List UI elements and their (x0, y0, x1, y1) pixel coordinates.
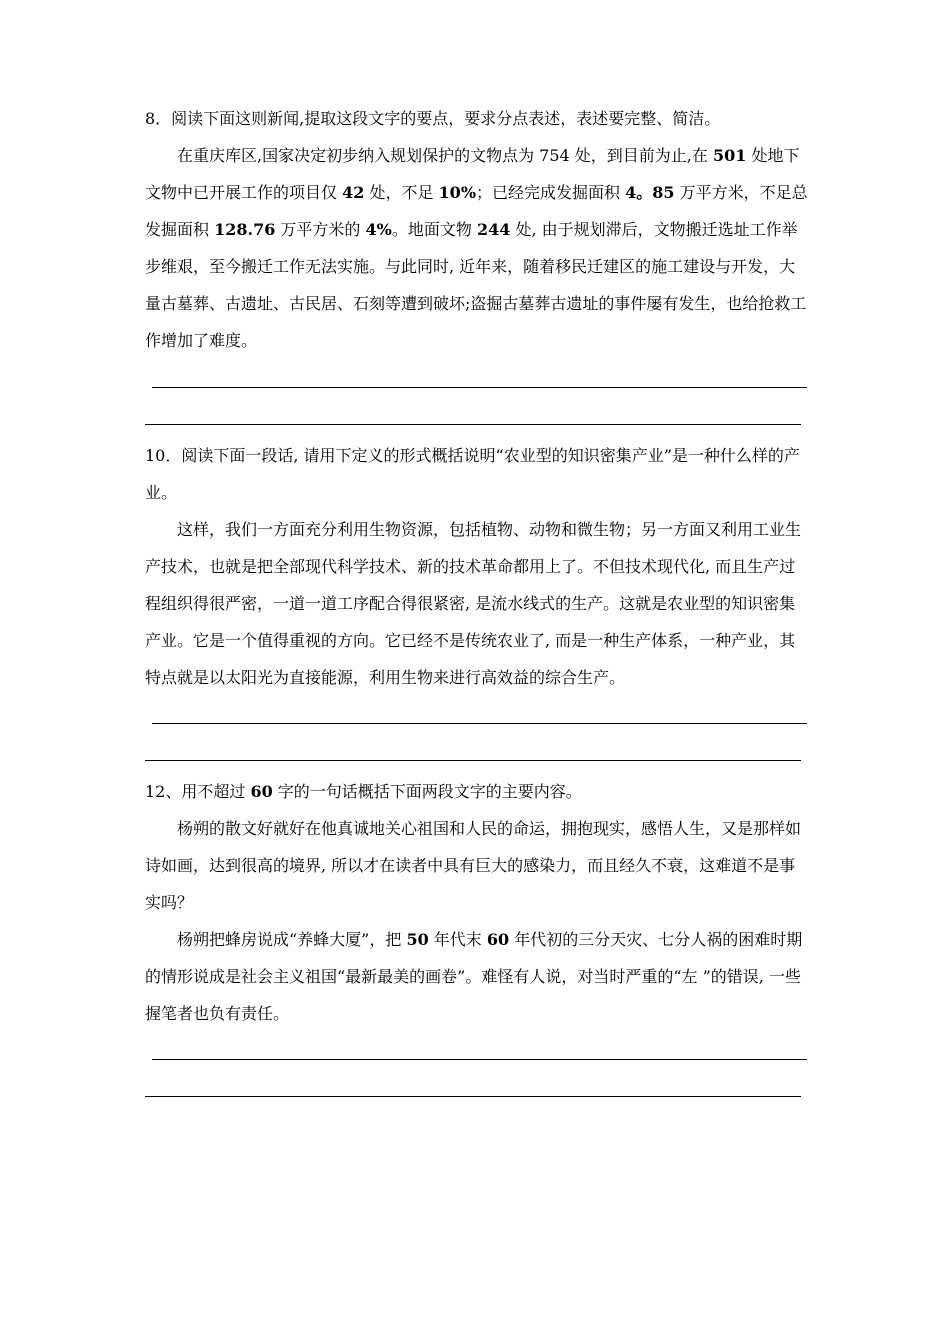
bold-text-run: 60 (250, 782, 273, 801)
text-run: 12、用不超过 (145, 782, 251, 801)
text-run: 处地下文物中已开展工作的项目仅 (145, 146, 800, 202)
text-run: 万平方米，不足总发掘面积 (145, 183, 808, 239)
bold-text-run: 42 (342, 183, 365, 202)
text-run: 处，不足 (364, 183, 439, 202)
answer-line-8a[interactable] (152, 387, 807, 388)
answer-line-12b[interactable] (145, 1096, 801, 1097)
question-8-title: 8．阅读下面这则新闻,提取这段文字的要点，要求分点表述，表述要完整、简洁。 (145, 109, 721, 128)
question-12-title (145, 773, 810, 810)
text-run: 处, 由于规划滞后，文物搬迁选址工作举步维艰，至今搬迁工作无法实施。与此同时, 近年来，随着移民迁建区的施工建设与开发，大量古墓葬、古遗址、古民居、石刻等遭到破坏;盗掘古墓葬古遗址的事件屡有发生，也给抢救工作增加了难度。 (145, 220, 807, 350)
text-run: 杨朔的散文好就好在他真诚地关心祖国和人民的命运，拥抱现实，感悟人生，又是那样如诗如画，达到很高的境界, 所以才在读者中具有巨大的感染力，而且经久不衰，这难道不是事实吗？ (145, 819, 802, 912)
answer-line-12a[interactable] (152, 1059, 807, 1060)
text-run: 年代初的三分天灾、七分人祸的困难时期的情形说成是社会主义祖国“最新最美的画卷”。难怪有人说，对当时严重的“左 ”的错误, 一些握笔者也负有责任。 (145, 930, 803, 1023)
text-run: 杨朔把蜂房说成“养蜂大厦”，把 (177, 930, 407, 949)
answer-line-10b[interactable] (145, 760, 801, 761)
text-run: 在重庆库区,国家决定初步纳入规划保护的文物点为 754 处，到目前为止,在 (177, 146, 713, 165)
bold-text-run: 4。85 (625, 183, 675, 202)
question-8-passage (145, 137, 810, 359)
question-12 (145, 773, 810, 1032)
bold-text-run: 128.76 (214, 220, 276, 239)
text-run: 这样，我们一方面充分利用生物资源，包括植物、动物和微生物；另一方面又利用工业生产技术，也就是把全部现代科学技术、新的技术革命都用上了。不但技术现代化, 而且生产过程组织得很严密，一道一道工序配合得很紧密, 是流水线式的生产。这就是农业型的知识密集产业。它是一个值得重视的方向。它已经不是传统农业了, 而是一种生产体系，一种产业，其特点就是以太阳光为直接能源，利用生物来进行高效益的综合生产。 (145, 520, 802, 687)
text-run: 年代末 (428, 930, 487, 949)
bold-text-run: 501 (712, 146, 747, 165)
question-10-title: 10．阅读下面一段话, 请用下定义的形式概括说明“农业型的知识密集产业”是一种什么样的产业。 (145, 446, 800, 502)
bold-text-run: 4% (365, 220, 392, 239)
answer-line-8b[interactable] (145, 424, 801, 425)
bold-text-run: 10% (438, 183, 477, 202)
text-run: 。地面文物 (391, 220, 477, 239)
answer-line-10a[interactable] (152, 723, 807, 724)
question-12-passage-1 (145, 810, 810, 921)
bold-text-run: 244 (476, 220, 511, 239)
question-12-passage-2 (145, 921, 810, 1032)
text-run: 字的一句话概括下面两段文字的主要内容。 (272, 782, 582, 801)
question-10-passage (145, 511, 810, 696)
bold-text-run: 50 (406, 930, 429, 949)
text-run: 万平方米的 (275, 220, 366, 239)
question-10 (145, 437, 810, 696)
text-run: ；已经完成发掘面积 (476, 183, 626, 202)
bold-text-run: 60 (486, 930, 510, 949)
question-8 (145, 100, 810, 359)
